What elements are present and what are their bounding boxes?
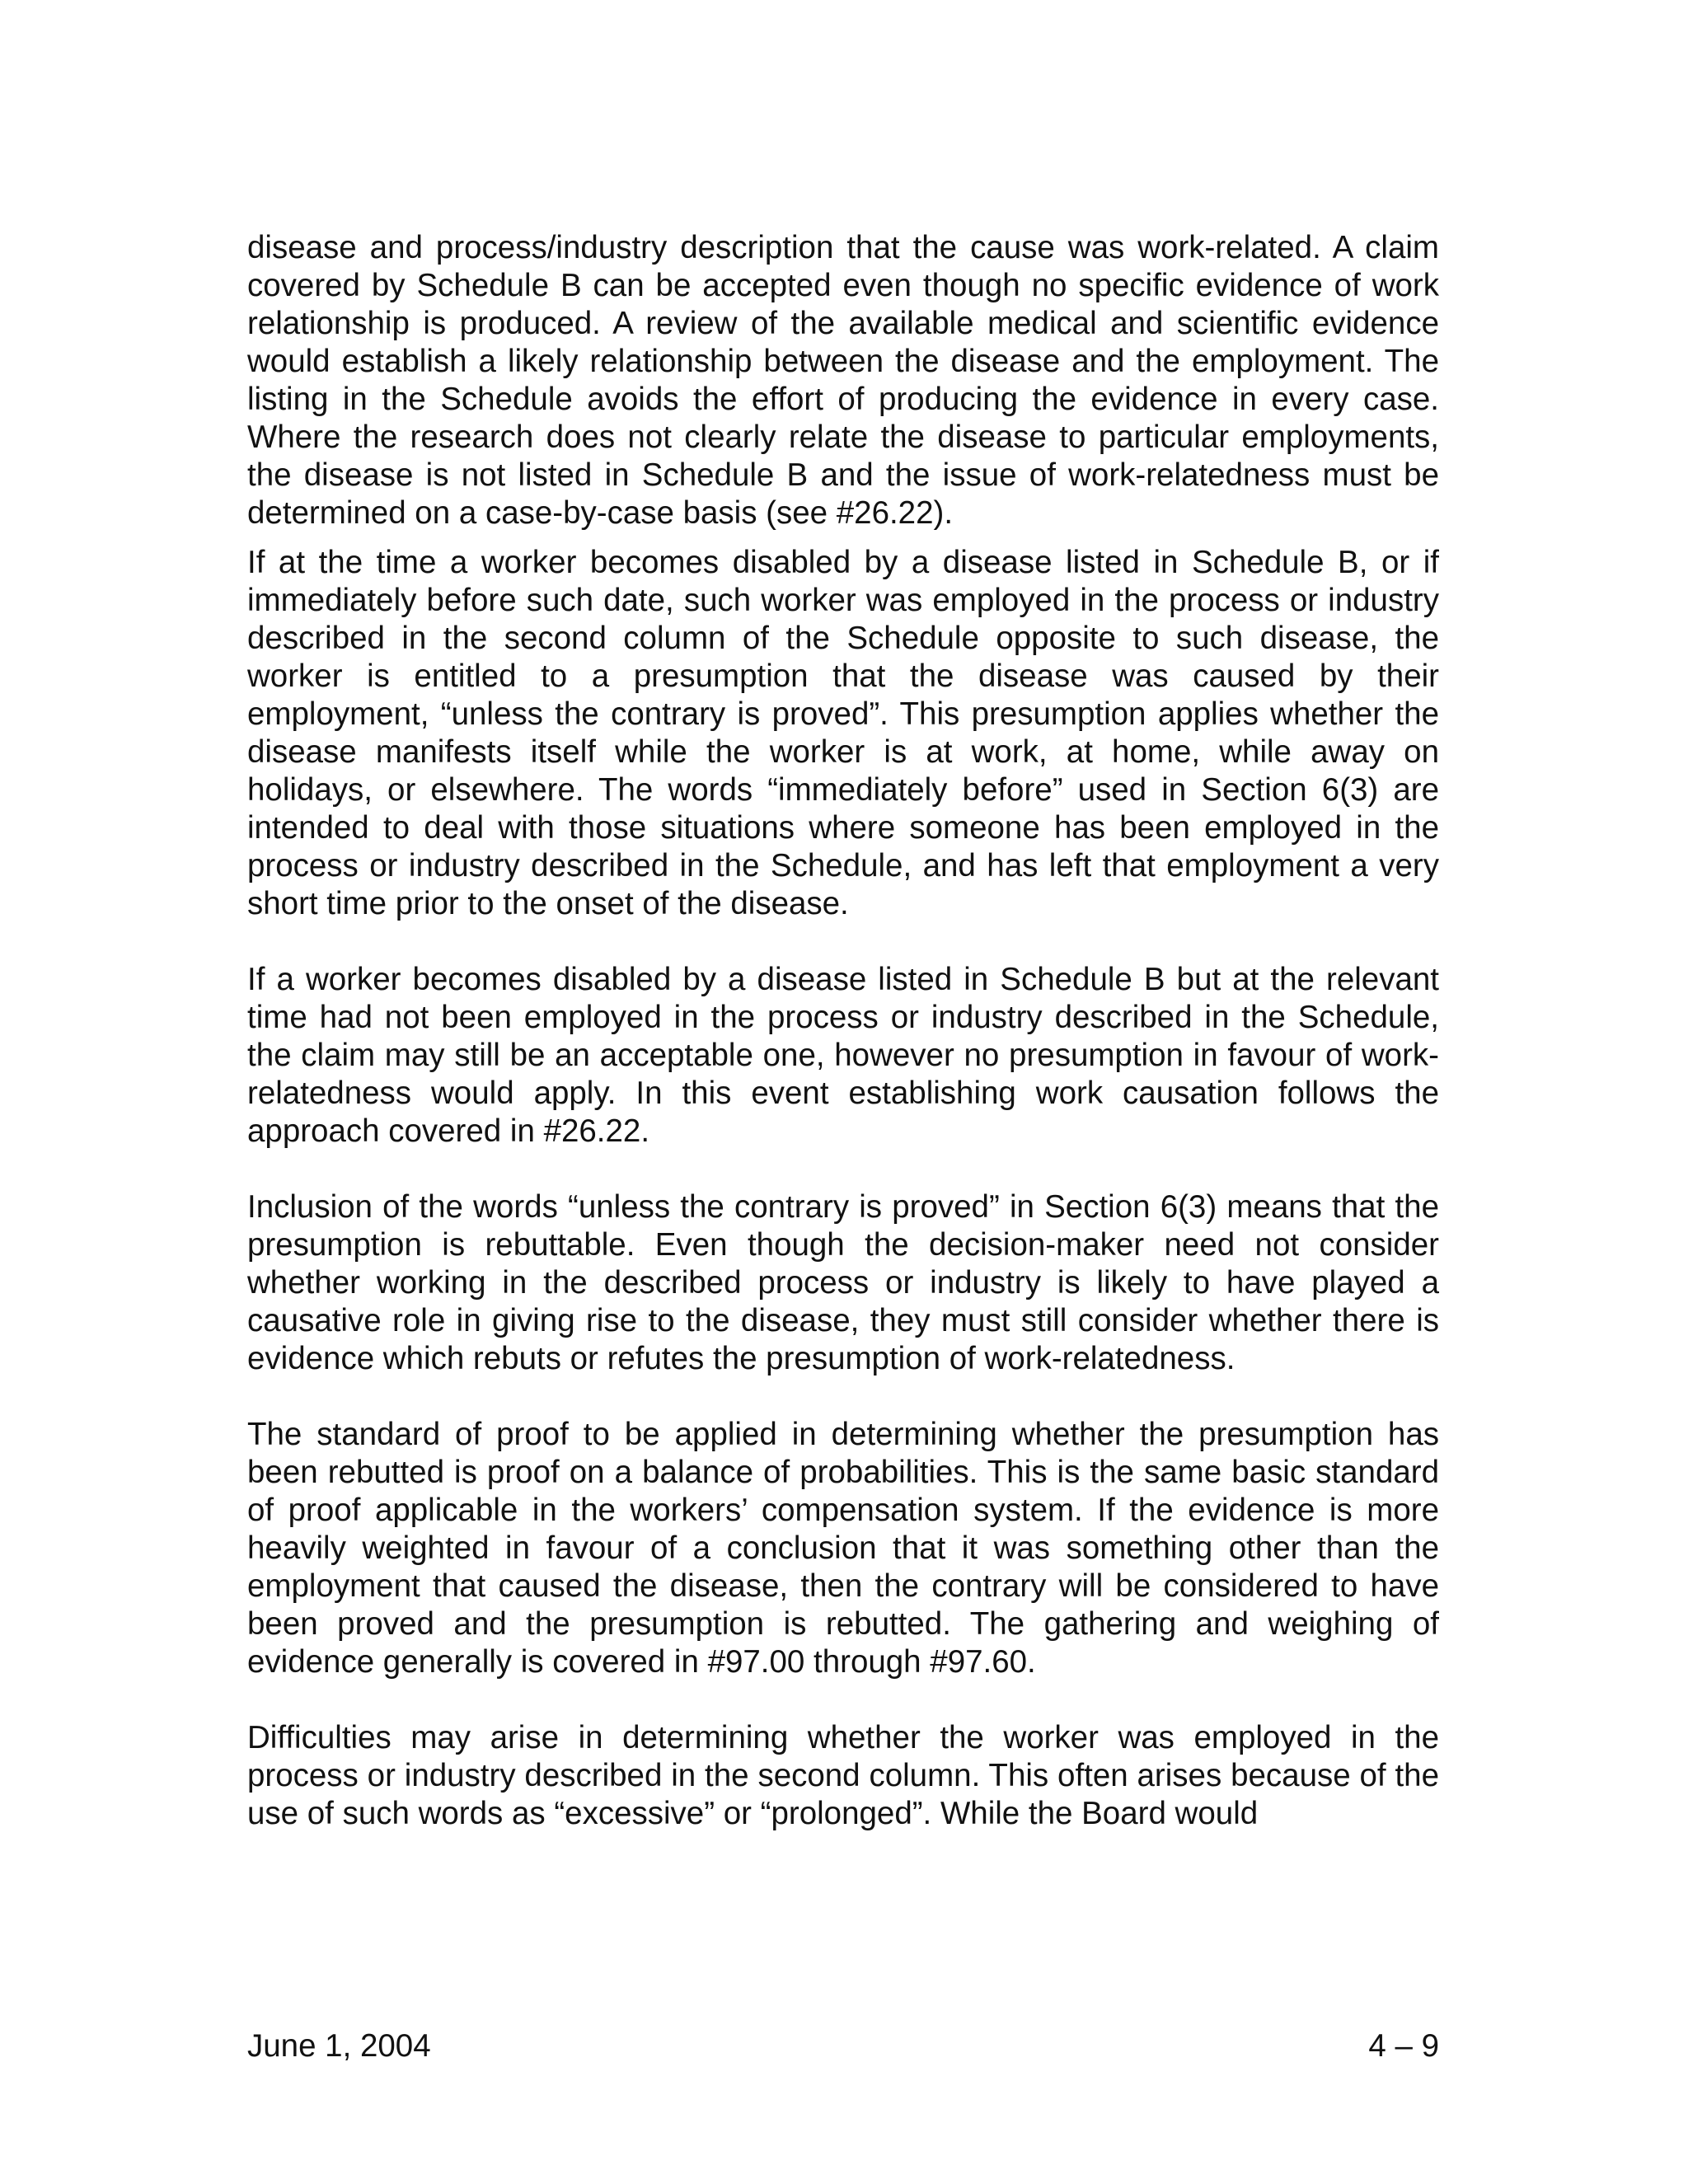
paragraph-standard-of-proof: The standard of proof to be applied in determining whether the presumption has been rebutted is proof on a balance of probabilities. This is the same basic standard of proof applicable in the workers’ compensation system. If the evidence is more heavily weighted in favour of a conclusion that it was something other than the employment that caused the disease, then the contrary will be considered to have been proved and the presumption is rebutted. The gathering and weighing of evidence generally is covered in #97.00 through #97.60. [247,1417,1439,1680]
footer-date: June 1, 2004 [247,2028,431,2064]
document-body [247,229,1439,1833]
paragraph-presumption: If at the time a worker becomes disabled by a disease listed in Schedule B, or if immediately before such date, such worker was employed in the process or industry described in the second column of the Schedule opposite to such disease, the worker is entitled to a presumption that the disease was caused by their employment, “unless the contrary is proved”. This presumption applies whether the disease manifests itself while the worker is at work, at home, while away on holidays, or elsewhere. The words “immediately before” used in Section 6(3) are intended to deal with those situations where someone has been employed in the process or industry described in the Schedule, and has left that employment a very short time prior to the onset of the disease. [247,545,1439,921]
paragraph-schedule-b-continuation: disease and process/industry description that the cause was work-related. A claim covered by Schedule B can be accepted even though no specific evidence of work relationship is produced. A review of the available medical and scientific evidence would establish a likely relationship between the disease and the employment. The listing in the Schedule avoids the effort of producing the evidence in every case. Where the research does not clearly relate the disease to particular employments, the disease is not listed in Schedule B and the issue of work-relatedness must be determined on a case-by-case basis (see #26.22). [247,230,1439,531]
paragraph-difficulties: Difficulties may arise in determining whether the worker was employed in the process or industry described in the second column. This often arises because of the use of such words as “excessive” or “prolonged”. While the Board would [247,1720,1439,1831]
paragraph-not-employed: If a worker becomes disabled by a disease listed in Schedule B but at the relevant time had not been employed in the process or industry described in the Schedule, the claim may still be an acceptable one, however no presumption in favour of work-relatedness would apply. In this event establishing work causation follows the approach covered in #26.22. [247,962,1439,1149]
page-footer [247,2027,1439,2065]
paragraph-rebuttable: Inclusion of the words “unless the contrary is proved” in Section 6(3) means that the presumption is rebuttable. Even though the decision-maker need not consider whether working in the described process or industry is likely to have played a causative role in giving rise to the disease, they must still consider whether there is evidence which rebuts or refutes the presumption of work-relatedness. [247,1189,1439,1376]
footer-page-number: 4 – 9 [1368,2028,1439,2064]
